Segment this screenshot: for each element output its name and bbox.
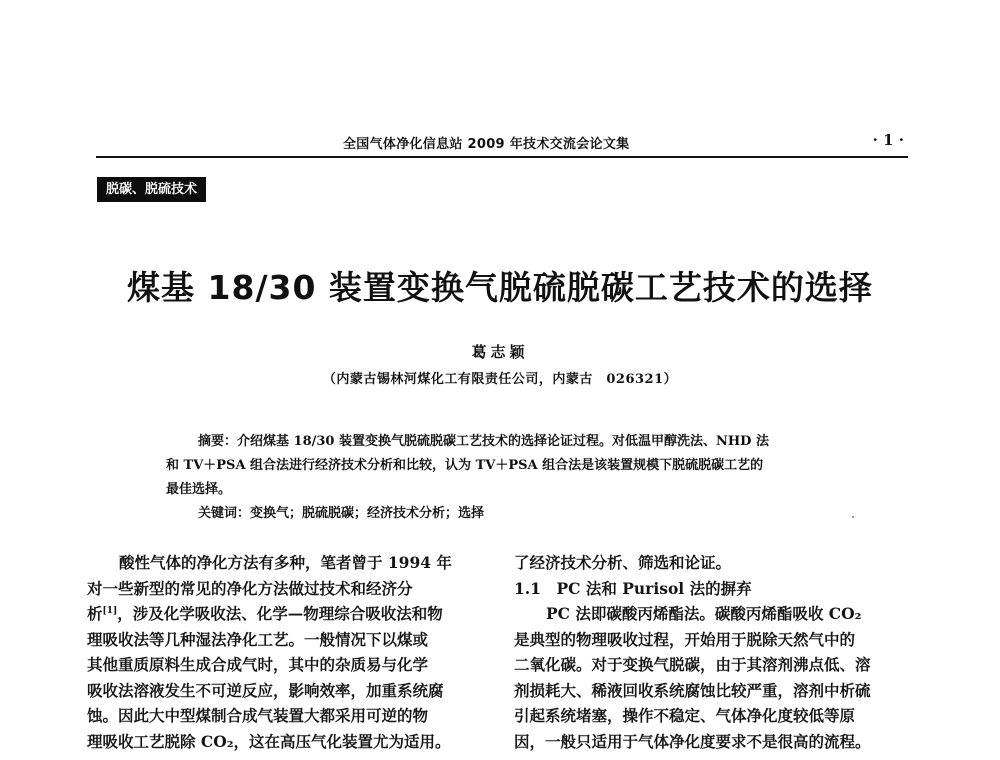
- header-rule: [96, 156, 908, 158]
- body-line: 剂损耗大、稀液回收系统腐蚀比较严重，溶剂中析硫: [514, 680, 871, 700]
- body-text: 析: [87, 604, 103, 623]
- body-line: 吸收法溶液发生不可逆反应，影响效率，加重系统腐: [87, 680, 444, 700]
- body-line: 酸性气体的净化方法有多种，笔者曾于 1994 年: [119, 553, 452, 572]
- abstract-line: 摘要：介绍煤基 18/30 装置变换气脱硫脱碳工艺技术的选择论证过程。对低温甲醇洗法、NHD 法: [198, 434, 769, 449]
- body-line: 蚀。因此大中型煤制合成气装置大都采用可逆的物: [87, 706, 429, 725]
- subsection-heading: 1.1 PC 法和 Purisol 法的摒弃: [514, 578, 752, 598]
- body-line: 了经济技术分析、筛选和论证。: [514, 553, 732, 572]
- body-text: ，涉及化学吸收法、化学—物理综合吸收法和物: [117, 604, 443, 623]
- body-line: 因，一般只适用于气体净化度要求不是很高的流程。: [514, 731, 871, 751]
- journal-title: 全国气体净化信息站 2009 年技术交流会论文集: [343, 137, 630, 152]
- body-line: 是典型的物理吸收过程，开始用于脱除天然气中的: [514, 629, 856, 649]
- body-line: 理吸收法等几种湿法净化工艺。一般情况下以煤或: [87, 629, 429, 649]
- body-left-column: [87, 550, 499, 754]
- running-header: [96, 133, 908, 155]
- citation-ref[interactable]: [1]: [102, 605, 118, 616]
- abstract: [166, 430, 846, 502]
- abstract-line: 最佳选择。: [166, 482, 232, 497]
- body-right-column: [514, 550, 926, 754]
- author: 葛志颖: [471, 343, 529, 361]
- body-line: 其他重质原料生成合成气时，其中的杂质易与化学: [87, 655, 429, 674]
- body-line: PC 法即碳酸丙烯酯法。碳酸丙烯酯吸收 CO₂: [546, 604, 862, 623]
- page-number: · 1 ·: [872, 131, 904, 149]
- body-line: 理吸收工艺脱除 CO₂，这在高压气化装置尤为适用。: [87, 731, 451, 751]
- paper-title: 煤基 18/30 装置变换气脱硫脱碳工艺技术的选择: [127, 268, 873, 307]
- body-line-with-citation: [87, 601, 499, 627]
- body-line: 对一些新型的常见的净化方法做过技术和经济分: [87, 578, 413, 598]
- abstract-line: 和 TV＋PSA 组合法进行经济技术分析和比较，认为 TV＋PSA 组合法是该装置规模下脱硫脱碳工艺的: [166, 458, 764, 473]
- affiliation: （内蒙古锡林河煤化工有限责任公司，内蒙古 026321）: [322, 372, 678, 387]
- section-label: 脱碳、脱硫技术: [97, 177, 206, 202]
- body-line: 二氧化碳。对于变换气脱碳，由于其溶剂沸点低、溶: [514, 655, 871, 674]
- keywords: 关键词：变换气；脱硫脱碳；经济技术分析；选择: [198, 506, 485, 521]
- scan-speck: [852, 516, 854, 518]
- body-line: 引起系统堵塞，操作不稳定、气体净化度较低等原: [514, 706, 856, 725]
